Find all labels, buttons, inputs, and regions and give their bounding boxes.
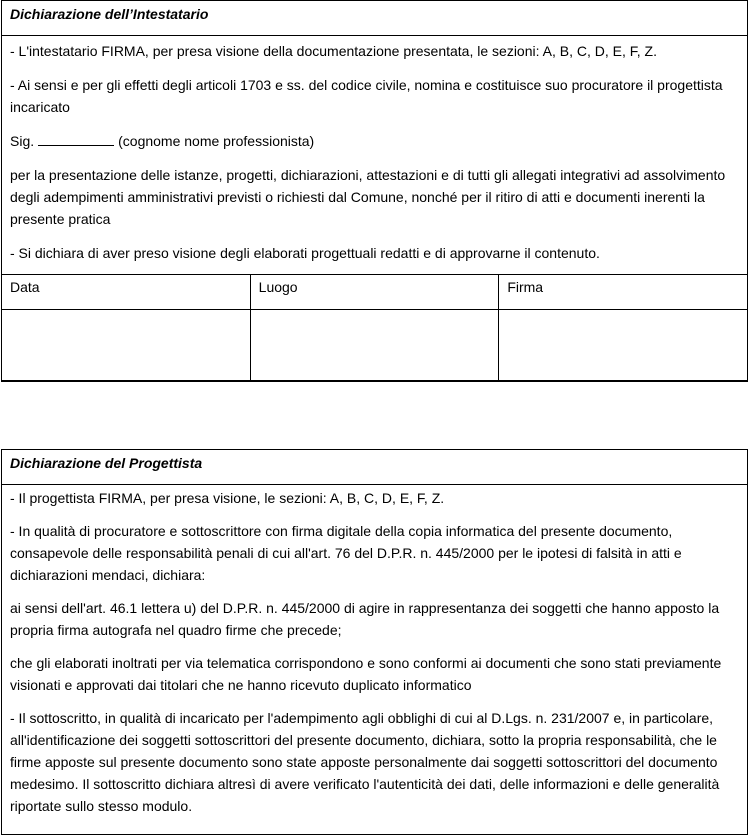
intestatario-title: Dichiarazione dell’Intestatario	[2, 1, 747, 36]
date-column-header: Data	[2, 275, 251, 310]
signatory-line	[10, 130, 739, 152]
signature-cell[interactable]	[499, 310, 748, 381]
intestatario-scope-paragraph: per la presentazione delle istanze, progetti, dichiarazioni, attestazioni e di tutti gli allegati integrativi ad assolvimento degli adempimenti amministrativi previsti o richiesti dal Comune, nonché per il ritiro di atti e documenti inerenti la presente pratica	[10, 167, 726, 227]
signatory-name-blank[interactable]	[38, 131, 114, 146]
progettista-firma-paragraph: - Il progettista FIRMA, per presa visione, le sezioni: A, B, C, D, E, F, Z.	[10, 490, 445, 506]
progettista-conformita-paragraph: che gli elaborati inoltrati per via telematica corrispondono e sono conformi ai documenti che sono stati previamente visionati e approvati dai titolari che ne hanno ricevuto duplicato informatico	[10, 655, 722, 693]
progettista-procuratore-paragraph: - In qualità di procuratore e sottoscrittore con firma digitale della copia informatica del presente documento, consapevole delle responsabilità penali di cui all'art. 76 del D.P.R. n. 445/2000 per le ipotesi di falsità in atti e dichiarazioni mendaci, dichiara:	[10, 523, 682, 583]
intestatario-firma-paragraph: - L'intestatario FIRMA, per presa visione della documentazione presentata, le sezioni: A, B, C, D, E, F, Z.	[10, 43, 657, 59]
intestatario-procuratore-paragraph: - Ai sensi e per gli effetti degli articoli 1703 e ss. del codice civile, nomina e costituisce suo procuratore il progettista incaricato	[10, 77, 723, 115]
signature-column-header: Firma	[499, 275, 748, 310]
progettista-section	[1, 449, 748, 835]
signatory-prefix: Sig.	[10, 133, 35, 149]
signature-table	[1, 274, 748, 381]
progettista-body	[2, 485, 747, 817]
progettista-antiriciclaggio-paragraph: - Il sottoscritto, in qualità di incaricato per l'adempimento agli obblighi di cui al D.Lgs. n. 231/2007 e, in particolare, all'identificazione dei soggetti sottoscrittori del presente documento, dichiara, sotto la propria responsabilità, che le firme apposte sul presente documento sono state apposte personalmente dai soggetti sottoscrittori del documento medesimo. Il sottoscritto dichiara altresì di avere verificato l'autenticità dei dati, delle informazioni e delle generalità riportate sullo stesso modulo.	[10, 710, 720, 814]
intestatario-body	[2, 36, 747, 264]
signatory-hint: (cognome nome professionista)	[118, 133, 315, 149]
date-cell[interactable]	[2, 310, 251, 381]
signature-table-header-row	[2, 275, 748, 310]
progettista-rappresentanza-paragraph: ai sensi dell'art. 46.1 lettera u) del D.P.R. n. 445/2000 di agire in rappresentanza dei soggetti che hanno apposto la propria firma autografa nel quadro firme che precede;	[10, 600, 720, 638]
signature-table-entry-row	[2, 310, 748, 381]
intestatario-approval-paragraph: - Si dichiara di aver preso visione degli elaborati progettuali redatti e di approvarne il contenuto.	[10, 245, 600, 261]
place-column-header: Luogo	[250, 275, 499, 310]
progettista-title: Dichiarazione del Progettista	[2, 450, 747, 485]
place-cell[interactable]	[250, 310, 499, 381]
intestatario-section	[1, 0, 748, 382]
